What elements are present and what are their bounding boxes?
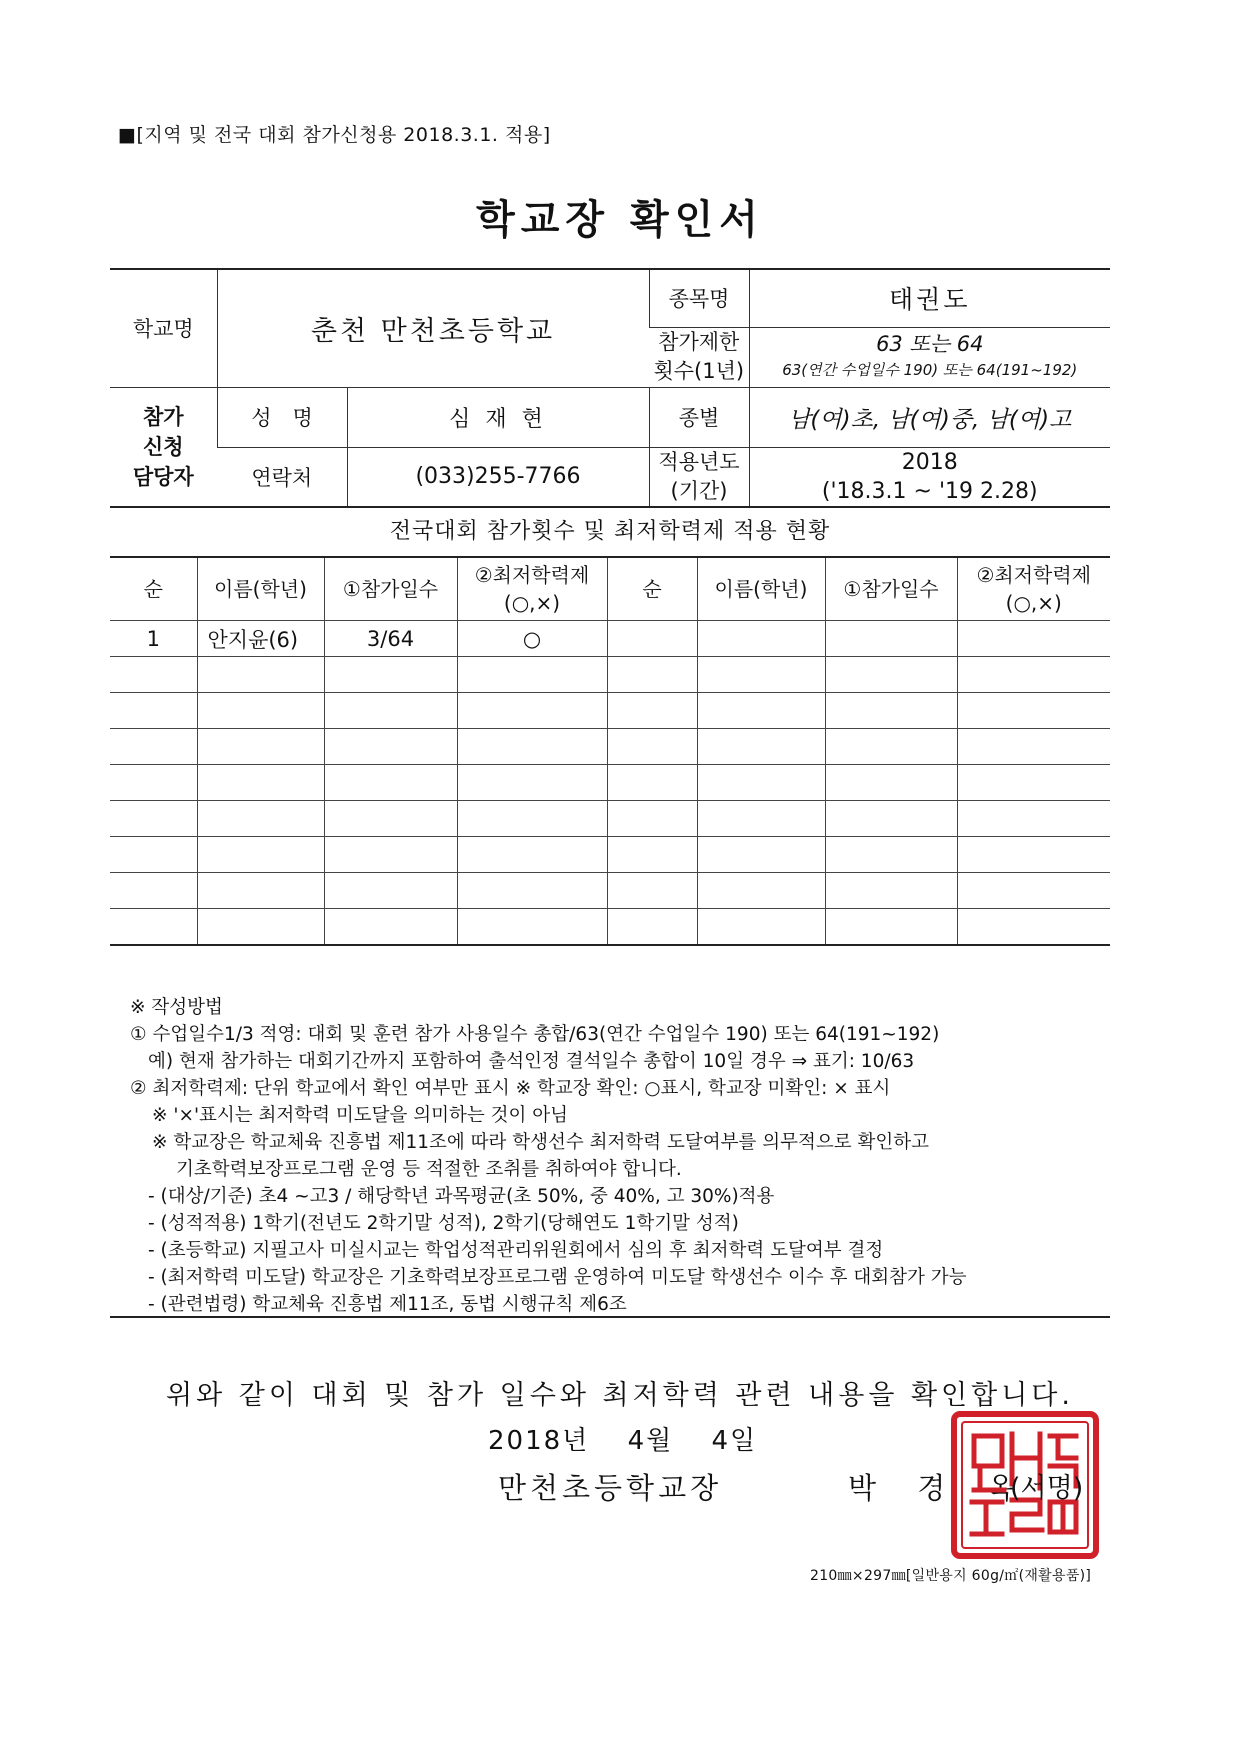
detail-not-reached: - (최저학력 미도달) 학교장은 기초학력보장프로그램 운영하여 미도달 학생선수 이수 후 대회참가 가능 (148, 1267, 967, 1288)
col-min-header (457, 557, 607, 621)
detail-elementary: - (초등학교) 지필고사 미실시교는 학업성적관리위원회에서 심의 후 최저학력 도달여부 결정 (148, 1240, 884, 1261)
cell-empty (825, 621, 957, 657)
category-label: 종별 (649, 387, 749, 447)
year-label-line2: (기간) (670, 478, 728, 503)
signature-label: (서명) (1010, 1473, 1084, 1504)
divider (110, 1316, 1110, 1318)
cell-name: 안지윤(6) (197, 621, 324, 657)
document-title: 학교장 확인서 (476, 197, 764, 243)
note-2-obligation: ※ 학교장은 학교체육 진흥법 제11조에 따라 학생선수 최저학력 도달여부를 의무적으로 확인하고 (152, 1132, 929, 1153)
cell-min: ○ (457, 621, 607, 657)
col-min-header-line2: (○,×) (503, 591, 561, 615)
table-row-empty (110, 765, 1110, 801)
principal-name: 박 경 옥 (848, 1471, 1031, 1505)
date-year: 2018년 (488, 1426, 590, 1456)
year-value-line1: 2018 (901, 449, 958, 475)
note-2-obligation-cont: 기초학력보장프로그램 운영 등 적절한 조취를 취하여야 합니다. (176, 1159, 682, 1180)
name-value: 심 재 현 (347, 387, 649, 447)
paper-spec: 210㎜×297㎜[일반용지 60g/㎡(재활용품)] (810, 1568, 1092, 1584)
instructions (130, 994, 1110, 1318)
table-row-empty (110, 693, 1110, 729)
note-2-remark: ※ '×'표시는 최저학력 미도달을 의미하는 것이 아님 (152, 1105, 569, 1126)
applicant-label-line2: 신청 (142, 434, 184, 459)
category-value: 남(여)초, 남(여)중, 남(여)고 (749, 387, 1110, 447)
note-1: ① 수업일수1/3 적영: 대회 및 훈련 참가 사용일수 총합/63(연간 수업일수 190) 또는 64(191~192) (130, 1024, 940, 1045)
notes-heading: ※ 작성방법 (130, 997, 223, 1018)
col-min-header-line1: ②최저학력제 (474, 563, 590, 587)
note-2: ② 최저학력제: 단위 학교에서 확인 여부만 표시 ※ 학교장 확인: ○표시, 학교장 미확인: × 표시 (130, 1078, 891, 1099)
section-title: 전국대회 참가횟수 및 최저학력제 적용 현황 (389, 519, 831, 544)
school-label: 학교명 (110, 269, 217, 387)
info-table (110, 268, 1110, 508)
table-row-empty (110, 657, 1110, 693)
limit-value-line1: 63 또는 64 (876, 332, 984, 356)
year-value-line2: ('18.3.1 ~ '19 2.28) (821, 478, 1038, 504)
col-no-header: 순 (110, 557, 197, 621)
name-label: 성 명 (217, 387, 347, 447)
contact-value: (033)255-7766 (347, 447, 649, 507)
date-day: 4일 (711, 1426, 758, 1456)
cell-empty (697, 621, 825, 657)
note-1-example: 예) 현재 참가하는 대회기간까지 포함하여 출석인정 결석일수 총합이 10일 경우 ⇒ 표기: 10/63 (148, 1051, 915, 1072)
detail-target: - (대상/기준) 초4 ~고3 / 해당학년 과목평균(초 50%, 중 40%, 고 30%)적용 (148, 1186, 775, 1207)
limit-label-line1: 참가제한 (658, 330, 740, 354)
applicant-label-line1: 참가 (142, 404, 184, 429)
participation-table (110, 556, 1110, 946)
col-name-header-2: 이름(학년) (697, 557, 825, 621)
table-row-empty (110, 801, 1110, 837)
col-days-header-2: ①참가일수 (825, 557, 957, 621)
table-row (110, 621, 1110, 657)
contact-label: 연락처 (217, 447, 347, 507)
confirmation-statement: 위와 같이 대회 및 참가 일수와 최저학력 관련 내용을 확인합니다. (166, 1380, 1074, 1411)
year-label-line1: 적용년도 (658, 449, 740, 474)
applicant-label (110, 387, 217, 507)
date-month: 4월 (627, 1426, 674, 1456)
col-min-header-2-line1: ②최저학력제 (976, 563, 1092, 587)
year-value (749, 447, 1110, 507)
limit-label (649, 327, 749, 387)
limit-label-line2: 횟수(1년) (653, 359, 745, 383)
cell-empty (957, 621, 1110, 657)
applicant-label-line3: 담당자 (132, 464, 194, 489)
table-row-empty (110, 837, 1110, 873)
table-header-row (110, 557, 1110, 621)
limit-value (749, 327, 1110, 387)
detail-law: - (관련법령) 학교체육 진흥법 제11조, 동법 시행규칙 제6조 (148, 1294, 627, 1315)
sport-label: 종목명 (649, 269, 749, 327)
sport-value: 태권도 (749, 269, 1110, 327)
col-no-header-2: 순 (607, 557, 697, 621)
table-row-empty (110, 729, 1110, 765)
issue-date (488, 1420, 785, 1457)
detail-grades: - (성적적용) 1학기(전년도 2학기말 성적), 2학기(당해연도 1학기말 성적) (148, 1213, 739, 1234)
year-label (649, 447, 749, 507)
col-name-header: 이름(학년) (197, 557, 324, 621)
header-note: ■[지역 및 전국 대회 참가신청용 2018.3.1. 적용] (118, 124, 551, 146)
cell-no: 1 (110, 621, 197, 657)
col-min-header-2-line2: (○,×) (1005, 591, 1062, 615)
limit-value-line2: 63(연간 수업일수 190) 또는 64(191~192) (782, 361, 1078, 379)
table-row-empty (110, 909, 1110, 946)
col-min-header-2 (957, 557, 1110, 621)
principal-title: 만천초등학교장 (498, 1471, 723, 1505)
cell-empty (607, 621, 697, 657)
col-days-header: ①참가일수 (324, 557, 457, 621)
table-row-empty (110, 873, 1110, 909)
cell-days: 3/64 (324, 621, 457, 657)
school-value: 춘천 만천초등학교 (217, 269, 649, 387)
